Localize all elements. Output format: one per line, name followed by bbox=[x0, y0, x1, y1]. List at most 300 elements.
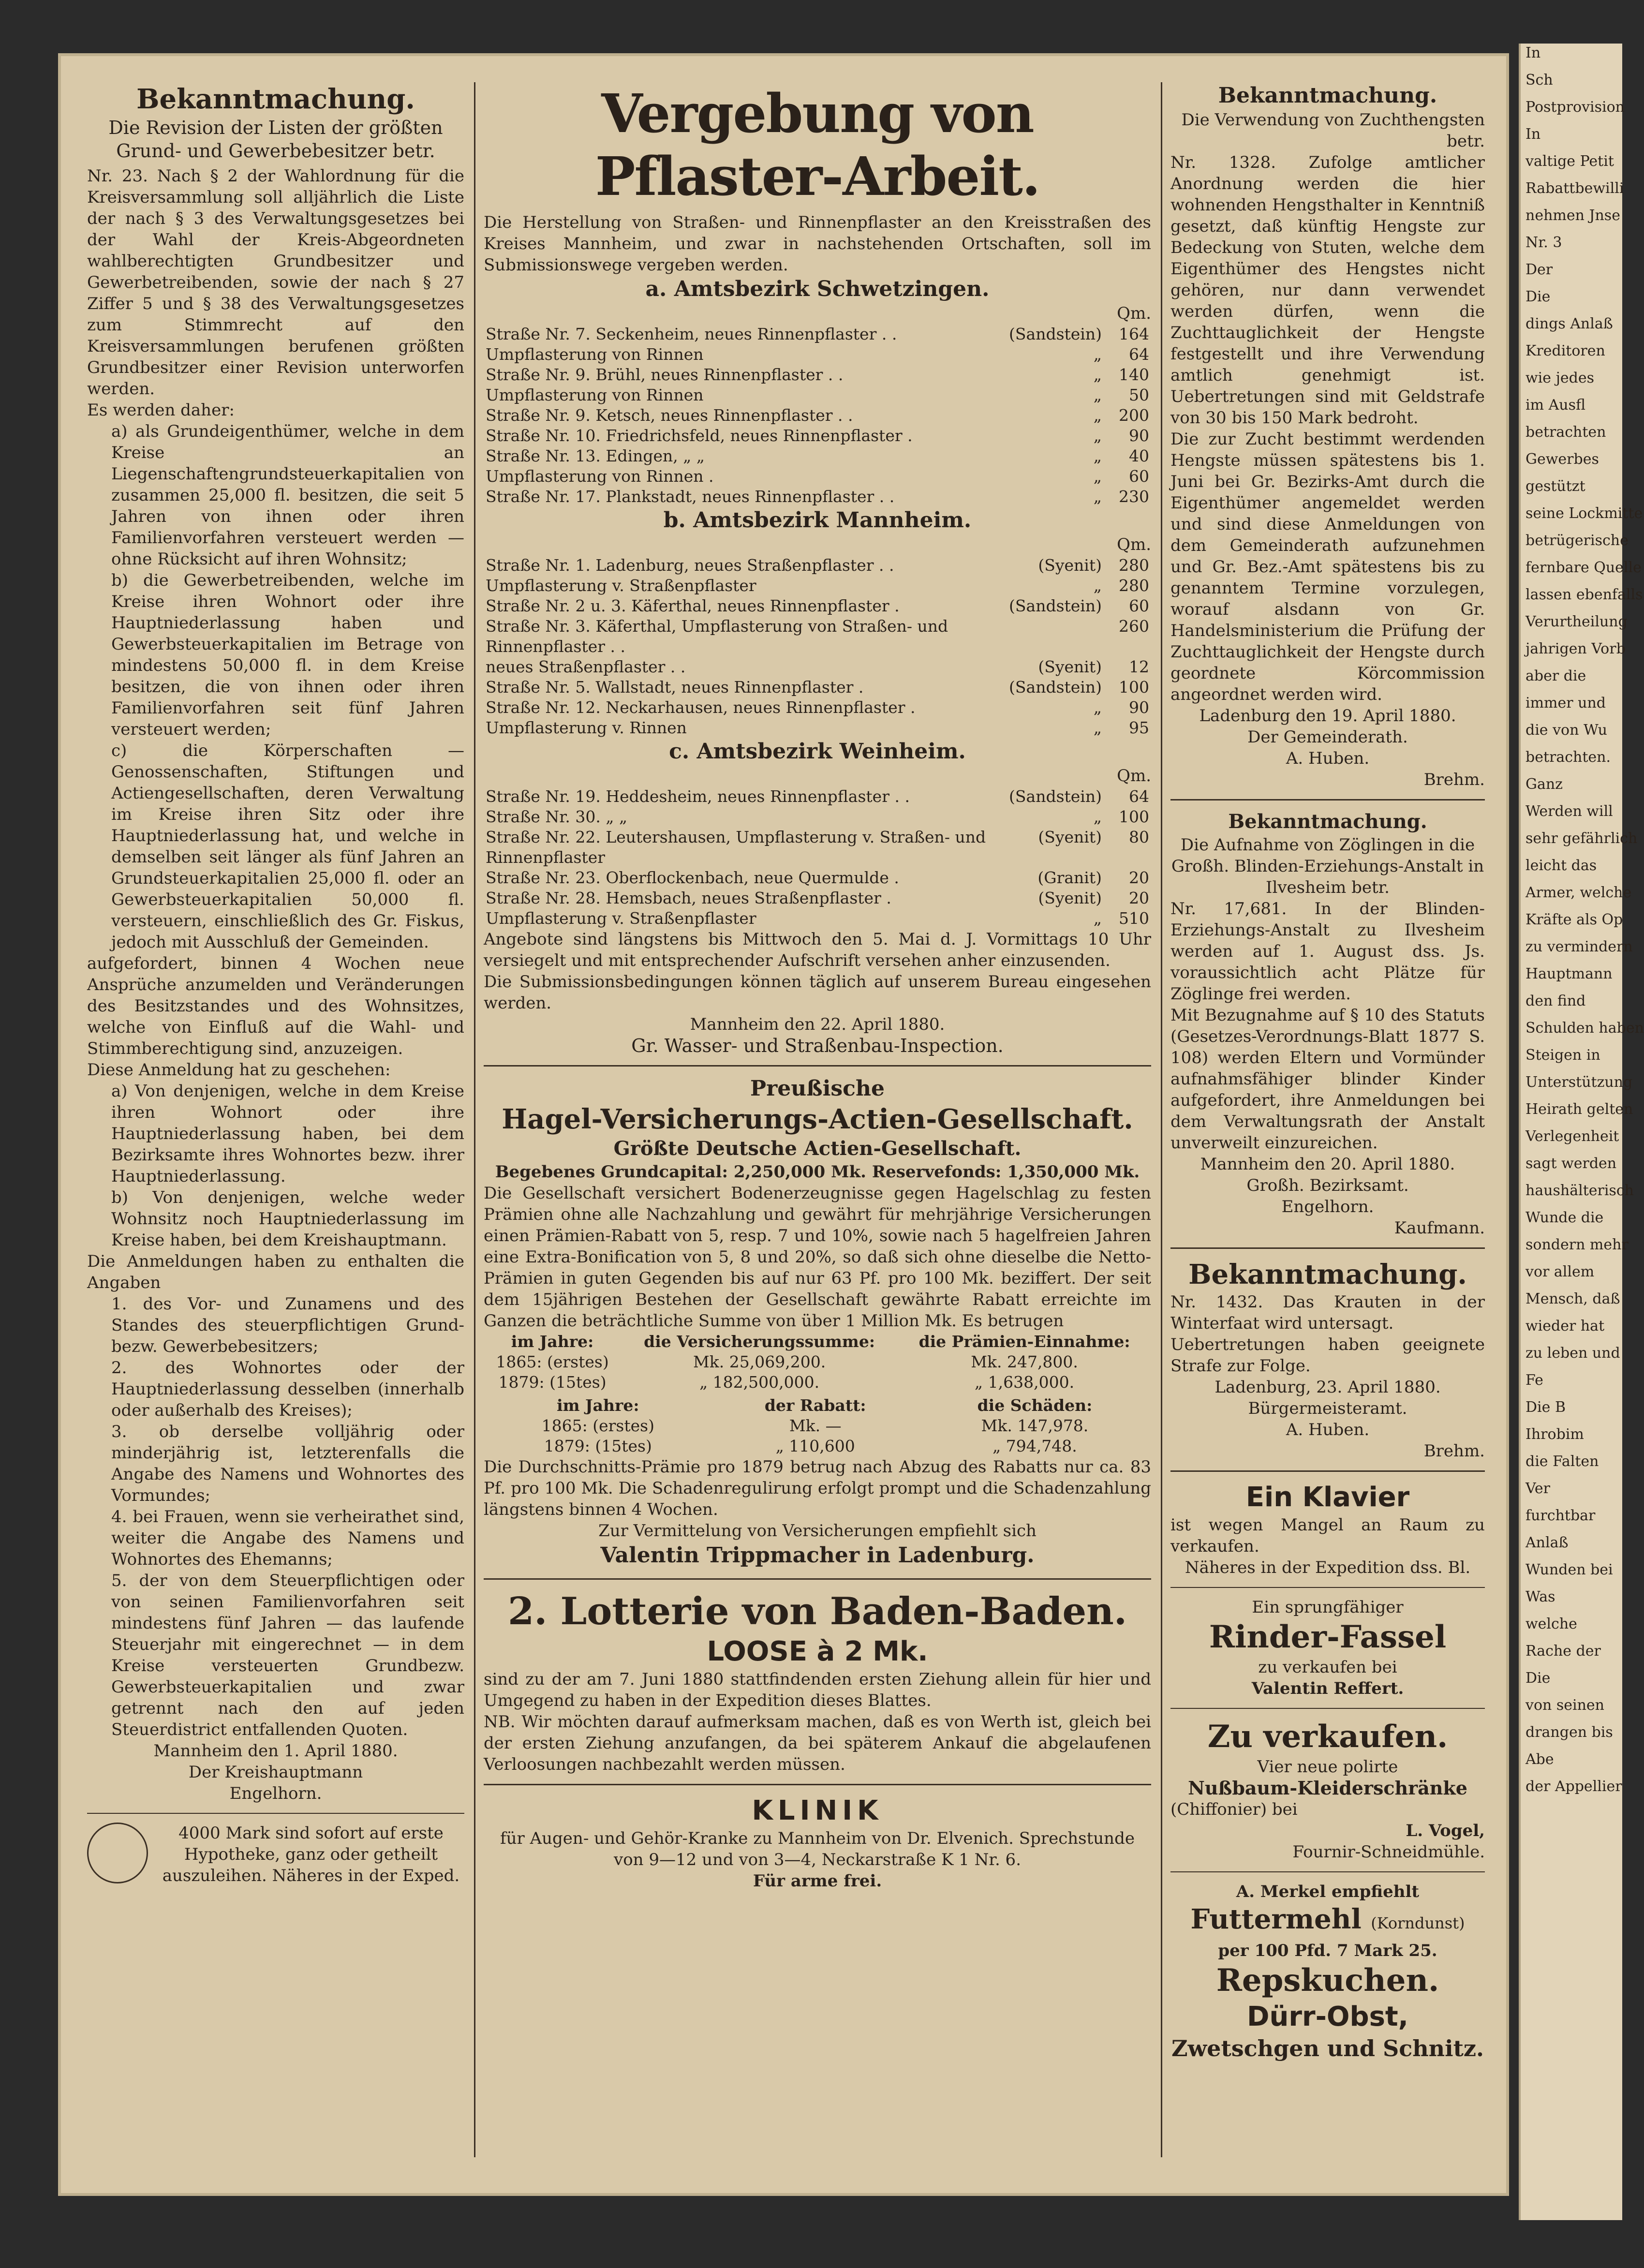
edge-fragment: Heirath gelten bbox=[1526, 1101, 1633, 1118]
cell-desc: Straße Nr. 3. Käferthal, Umpflasterung von Straßen- und Rinnenpflaster . . bbox=[486, 617, 948, 656]
hagel-agent: Valentin Trippmacher in Ladenburg. bbox=[600, 1543, 1035, 1568]
edge-fragment: Armer, welche bbox=[1526, 884, 1632, 901]
table-cell: 1865: (erstes) bbox=[496, 1352, 609, 1371]
edge-fragment: haushälterisch bbox=[1526, 1182, 1634, 1199]
cell-qm: 230 bbox=[1119, 487, 1149, 506]
divider bbox=[1170, 1708, 1485, 1709]
cell-desc: Straße Nr. 1. Ladenburg, neues Straßenpflaster . . bbox=[486, 556, 894, 575]
edge-fragment: gestützt bbox=[1526, 478, 1585, 495]
hagel-capital: Begebenes Grundcapital: 2,250,000 Mk. Reservefonds: 1,350,000 Mk. bbox=[495, 1162, 1140, 1182]
edge-fragment: Mensch, daß bbox=[1526, 1290, 1620, 1307]
subtitle: Die Verwendung von Zuchthengsten betr. bbox=[1181, 110, 1485, 151]
section-weinheim bbox=[484, 738, 1151, 929]
cell-desc: Straße Nr. 30. „ „ bbox=[486, 807, 628, 826]
cell-mat: „ bbox=[1093, 487, 1102, 506]
table-header: die Schäden: bbox=[977, 1396, 1093, 1415]
table-row bbox=[484, 426, 1151, 446]
edge-fragment: sondern mehr bbox=[1526, 1236, 1629, 1253]
paragraph: Nr. 1328. Zufolge amtlicher Anordnung werden die hier wohnenden Hengsthalter in Kenntniß gesetzt, daß künftig Hengste zur Bedeckung von Stuten, welche dem Eigenthümer des Hengstes nicht gehören, nur dann verwendet werden dürfen, wenn die Zuchttauglichkeit der Hengste festgestellt und ihre Verwendung amtlich genehmigt ist. Uebertretungen sind mit Geldstrafe von 30 bis 150 Mark bedroht. bbox=[1170, 153, 1485, 428]
paragraph: zu verkaufen bei bbox=[1258, 1658, 1397, 1677]
edge-fragment: Unterstützung bbox=[1526, 1074, 1633, 1091]
cell-qm: 95 bbox=[1129, 718, 1149, 737]
edge-fragment: Der bbox=[1526, 261, 1553, 278]
signature: Kaufmann. bbox=[1394, 1218, 1485, 1238]
cell-desc: Umpflasterung v. Straßenpflaster bbox=[486, 909, 756, 928]
hagel-ad bbox=[484, 1075, 1151, 1570]
cell-desc: Straße Nr. 9. Brühl, neues Rinnenpflaster . . bbox=[486, 365, 844, 384]
paragraph: Diese Anmeldung hat zu geschehen: bbox=[87, 1060, 391, 1080]
rinder-title: Rinder-Fassel bbox=[1209, 1619, 1447, 1655]
table-row bbox=[484, 616, 1151, 657]
table-cell: „ 110,600 bbox=[775, 1437, 855, 1455]
table-row bbox=[484, 365, 1151, 385]
cell-desc: Straße Nr. 2 u. 3. Käferthal, neues Rinnenpflaster . bbox=[486, 596, 900, 615]
edge-fragment: Steigen in bbox=[1526, 1047, 1600, 1064]
cell-qm: 200 bbox=[1119, 406, 1149, 425]
cell-mat: (Syenit) bbox=[1038, 657, 1102, 676]
edge-fragment: seine Lockmitte bbox=[1526, 505, 1643, 522]
paragraph: Mit Bezugnahme auf § 10 des Statuts (Gesetzes-Verordnungs-Blatt 1877 S. 108) werden Eltern und Vormünder aufnahmsfähiger blinder Kinder aufgefordert, ihre Anmeldungen bei dem Verwaltungsrath der Anstalt unverweilt einzureichen. bbox=[1170, 1006, 1485, 1153]
cell-qm: 50 bbox=[1129, 385, 1149, 404]
edge-fragment: Verlegenheit bbox=[1526, 1128, 1619, 1145]
table-row bbox=[484, 576, 1151, 596]
pflaster-table bbox=[484, 555, 1151, 738]
cell-desc: Straße Nr. 12. Neckarhausen, neues Rinnenpflaster . bbox=[486, 698, 916, 717]
edge-fragment: betrügerische bbox=[1526, 532, 1629, 549]
table-header: im Jahre: bbox=[557, 1396, 639, 1415]
pflaster-title: Vergebung von Pflaster-Arbeit. bbox=[595, 82, 1040, 208]
hagel-table-1 bbox=[484, 1332, 1151, 1393]
cell-qm: 100 bbox=[1119, 807, 1149, 826]
cell-qm: 64 bbox=[1129, 787, 1149, 806]
edge-fragment: Verurtheilung bbox=[1526, 613, 1628, 630]
section-mannheim bbox=[484, 507, 1151, 738]
signature: Fournir-Schneidmühle. bbox=[1292, 1842, 1485, 1862]
edge-fragment: Kreditoren bbox=[1526, 342, 1605, 359]
cell-mat: „ bbox=[1093, 718, 1102, 737]
edge-fragment: Ganz bbox=[1526, 776, 1563, 793]
cell-qm: 80 bbox=[1129, 828, 1149, 846]
signature: Engelhorn. bbox=[1281, 1197, 1374, 1216]
list-item: 4. bei Frauen, wenn sie verheirathet sind, weiter die Angabe des Namens und Wohnortes des Ehemanns; bbox=[111, 1507, 464, 1569]
edge-fragment: Anlaß bbox=[1526, 1534, 1569, 1551]
edge-fragment: leicht das bbox=[1526, 857, 1597, 874]
edge-fragment: Was bbox=[1526, 1588, 1555, 1605]
table-row bbox=[484, 466, 1151, 487]
date-line: Ladenburg den 19. April 1880. bbox=[1199, 706, 1456, 726]
table-cell: „ 182,500,000. bbox=[699, 1373, 820, 1392]
cell-desc: Umpflasterung von Rinnen bbox=[486, 345, 704, 364]
klinik-ad bbox=[484, 1794, 1151, 1892]
table-cell: „ 794,748. bbox=[992, 1437, 1077, 1455]
cell-desc: Umpflasterung von Rinnen . bbox=[486, 467, 714, 486]
edge-fragment: Die B bbox=[1526, 1399, 1566, 1416]
hypothek-ad bbox=[87, 1823, 464, 1886]
cell-desc: neues Straßenpflaster . . bbox=[486, 657, 686, 676]
divider bbox=[484, 1578, 1151, 1580]
signature: L. Vogel, bbox=[1406, 1821, 1485, 1840]
cell-qm: 280 bbox=[1119, 576, 1149, 595]
cell-mat bbox=[998, 616, 1104, 657]
merkel-line: A. Merkel empfiehlt bbox=[1236, 1882, 1420, 1901]
table-header: die Versicherungssumme: bbox=[644, 1332, 875, 1351]
cell-qm: 12 bbox=[1129, 657, 1149, 676]
cell-qm: 90 bbox=[1129, 426, 1149, 445]
edge-fragment: den find bbox=[1526, 993, 1586, 1009]
pflaster-table bbox=[484, 786, 1151, 929]
edge-fragment: Rache der bbox=[1526, 1643, 1601, 1660]
bekanntmachung-title: Bekanntmachung. bbox=[1218, 83, 1437, 108]
futtermehl-word: Futtermehl bbox=[1190, 1903, 1362, 1935]
cell-qm: 100 bbox=[1119, 678, 1149, 697]
cell-qm: 164 bbox=[1119, 325, 1149, 343]
edge-fragment: die Falten bbox=[1526, 1453, 1599, 1470]
unit-label: Qm. bbox=[1117, 304, 1151, 323]
edge-fragment: von seinen bbox=[1526, 1697, 1605, 1714]
edge-fragment: Werden will bbox=[1526, 803, 1613, 820]
table-row bbox=[484, 324, 1151, 344]
edge-fragment: immer und bbox=[1526, 695, 1606, 712]
edge-fragment: wie jedes bbox=[1526, 370, 1594, 386]
paragraph: Die zur Zucht bestimmt werdenden Hengste müssen spätestens bis 1. Juni bei Gr. Bezirks-Amt durch die Eigenthümer angemeldet werden und sind diese Anmeldungen von dem Gemeinderath aufzunehmen und Gr. Bez.-Amt spätestens bis zu genanntem Termine vorzulegen, worauf alsdann von Gr. Handelsministerium die Prüfung der Zuchttauglichkeit der Hengste durch geordnete Körcommission angeordnet werden wird. bbox=[1170, 430, 1485, 704]
cell-desc: Straße Nr. 17. Plankstadt, neues Rinnenpflaster . . bbox=[486, 487, 895, 506]
list-item: 2. des Wohnortes oder der Hauptniederlassung desselben (innerhalb oder außerhalb des Kreises); bbox=[111, 1358, 464, 1420]
cell-qm: 510 bbox=[1119, 909, 1149, 928]
edge-fragment: Kräfte als Op bbox=[1526, 911, 1623, 928]
cell-qm: 140 bbox=[1119, 365, 1149, 384]
edge-fragment: wieder hat bbox=[1526, 1318, 1605, 1334]
list-item: a) als Grundeigenthümer, welche in dem Kreise an Liegenschaftengrundsteuerkapitalien von zusammen 25,000 fl. besitzen, die seit 5 Jahren von ihnen oder ihren Familienvorfahren versteuert werden — ohne Rücksicht auf ihren Wohnsitz; bbox=[111, 422, 464, 569]
edge-fragment: lassen ebenfalls bbox=[1526, 586, 1643, 603]
cell-qm: 90 bbox=[1129, 698, 1149, 717]
table-row bbox=[484, 1352, 1151, 1372]
cell-desc: Umpflasterung von Rinnen bbox=[486, 385, 704, 404]
section-heading: a. Amtsbezirk Schwetzingen. bbox=[645, 277, 990, 301]
edge-fragment: die von Wu bbox=[1526, 722, 1607, 739]
table-header: der Rabatt: bbox=[764, 1396, 866, 1415]
edge-fragment: Rabattbewilli bbox=[1526, 180, 1624, 197]
signature: Brehm. bbox=[1423, 1441, 1485, 1461]
hagel-pre: Preußische bbox=[750, 1076, 885, 1101]
cell-qm: 60 bbox=[1129, 467, 1149, 486]
divider bbox=[1170, 1247, 1485, 1249]
cell-mat: „ bbox=[1093, 406, 1102, 425]
klavier-title: Ein Klavier bbox=[1245, 1482, 1410, 1513]
list-item: 1. des Vor- und Zunamens und des Standes des steuerpflichtigen Grund- bezw. Gewerbebesitzers; bbox=[111, 1294, 464, 1356]
table-row bbox=[484, 405, 1151, 426]
paragraph: Zur Vermittelung von Versicherungen empfiehlt sich bbox=[598, 1521, 1037, 1541]
paragraph: Vier neue polirte bbox=[1257, 1757, 1398, 1777]
hagel-table-2 bbox=[484, 1395, 1151, 1456]
lotterie-loose: LOOSE à 2 Mk. bbox=[707, 1636, 928, 1667]
cell-mat: (Sandstein) bbox=[1009, 787, 1102, 806]
edge-fragment: Die bbox=[1526, 1670, 1551, 1687]
table-row bbox=[484, 827, 1151, 868]
edge-fragment: In bbox=[1526, 44, 1541, 61]
cell-qm: 280 bbox=[1119, 556, 1149, 575]
signature: Valentin Reffert. bbox=[1251, 1679, 1404, 1698]
edge-fragment: Gewerbes bbox=[1526, 451, 1599, 468]
unit-label: Qm. bbox=[1117, 766, 1151, 786]
cell-desc: Straße Nr. 7. Seckenheim, neues Rinnenpflaster . . bbox=[486, 325, 897, 343]
bekanntmachung-title: Bekanntmachung. bbox=[1188, 1259, 1467, 1290]
hagel-title: Hagel-Versicherungs-Actien-Gesellschaft. bbox=[502, 1103, 1133, 1135]
edge-fragment: drangen bis bbox=[1526, 1724, 1613, 1741]
table-row bbox=[484, 385, 1151, 405]
date-line: Mannheim den 22. April 1880. bbox=[690, 1015, 945, 1034]
date-line: Mannheim den 1. April 1880. bbox=[153, 1741, 398, 1761]
cell-qm: 20 bbox=[1129, 868, 1149, 887]
divider bbox=[484, 1065, 1151, 1067]
cell-desc: Straße Nr. 28. Hemsbach, neues Straßenpflaster . bbox=[486, 889, 891, 907]
section-heading: c. Amtsbezirk Weinheim. bbox=[669, 739, 966, 764]
subtitle: Die Aufnahme von Zöglingen in die Großh. Blinden-Erziehungs-Anstalt in Ilvesheim betr. bbox=[1171, 835, 1484, 897]
edge-fragment: vor allem bbox=[1526, 1263, 1595, 1280]
column-rule bbox=[474, 82, 475, 2157]
column-right bbox=[1170, 82, 1485, 2157]
paragraph: Die Gesellschaft versichert Bodenerzeugnisse gegen Hagelschlag zu festen Prämien ohne alle Nachzahlung und gewährt für mehrjährige Versicherungen einen Prämien-Rabatt von 5, resp. 7 und 10%, sowie nach 5 hagelfreien Jahren eine Extra-Bonification von 5, 8 und 20%, so daß sich ohne dieselbe die Netto-Prämien in guten Gegenden bis auf nur 63 Pf. pro 100 Mk. beziffert. Der seit dem 15jährigen Bestehen der Gesellschaft gewährte Rabatt erreichte im Ganzen die beträchtliche Summe von über 1 Million Mk. Es betrugen bbox=[484, 1184, 1151, 1331]
table-row bbox=[484, 888, 1151, 908]
edge-fragment: im Ausfl bbox=[1526, 397, 1585, 414]
column-rule bbox=[1161, 82, 1162, 2157]
table-cell: Mk. 147,978. bbox=[981, 1416, 1089, 1435]
cell-mat: „ bbox=[1093, 576, 1102, 595]
edge-fragment: der Appellier bbox=[1526, 1778, 1622, 1795]
table-row bbox=[484, 1416, 1151, 1436]
cell-mat: „ bbox=[1093, 698, 1102, 717]
edge-fragment: jahrigen Vorb bbox=[1526, 640, 1626, 657]
cell-mat: (Sandstein) bbox=[1009, 325, 1102, 343]
futtermehl-title bbox=[1170, 1902, 1485, 1940]
pflaster-table bbox=[484, 324, 1151, 507]
edge-fragment: Sch bbox=[1526, 72, 1553, 89]
section-heading: b. Amtsbezirk Mannheim. bbox=[663, 508, 972, 533]
list-item: b) Von denjenigen, welche weder Wohnsitz noch Hauptniederlassung im Kreise haben, bei dem Kreishauptmann. bbox=[111, 1188, 464, 1250]
duerr-obst-title: Dürr-Obst, bbox=[1247, 2001, 1408, 2032]
signature: Bürgermeisteramt. bbox=[1248, 1399, 1407, 1418]
table-header: die Prämien-Einnahme: bbox=[918, 1332, 1130, 1351]
cell-desc: Straße Nr. 9. Ketsch, neues Rinnenpflaster . . bbox=[486, 406, 853, 425]
cell-qm: 60 bbox=[1129, 596, 1149, 615]
divider bbox=[484, 1784, 1151, 1785]
divider bbox=[1170, 799, 1485, 800]
edge-fragment: Wunden bei bbox=[1526, 1561, 1613, 1578]
cell-desc: Straße Nr. 10. Friedrichsfeld, neues Rinnenpflaster . bbox=[486, 426, 913, 445]
edge-fragment: betrachten. bbox=[1526, 749, 1611, 766]
cell-mat: (Granit) bbox=[1037, 868, 1102, 887]
paragraph: Die Herstellung von Straßen- und Rinnenpflaster an den Kreisstraßen des Kreises Mannheim, und zwar in nachstehenden Ortschaften, soll im Submissionswege vergeben werden. bbox=[484, 213, 1151, 275]
edge-fragment: Die bbox=[1526, 288, 1551, 305]
cell-qm: 260 bbox=[1119, 617, 1149, 636]
table-row bbox=[484, 657, 1151, 677]
edge-fragment: aber die bbox=[1526, 667, 1586, 684]
signature: Der Kreishauptmann bbox=[188, 1763, 363, 1782]
divider bbox=[1170, 1871, 1485, 1872]
hagel-subtitle: Größte Deutsche Actien-Gesellschaft. bbox=[613, 1137, 1022, 1160]
table-row bbox=[484, 677, 1151, 697]
paragraph: Nußbaum-Kleiderschränke bbox=[1188, 1777, 1467, 1799]
paragraph: für Augen- und Gehör-Kranke zu Mannheim von Dr. Elvenich. Sprechstunde von 9—12 und von 3—4, Neckarstraße K 1 Nr. 6. bbox=[500, 1829, 1135, 1869]
paragraph: ist wegen Mangel an Raum zu verkaufen. bbox=[1170, 1515, 1485, 1556]
column-left bbox=[87, 82, 464, 2157]
table-row bbox=[484, 487, 1151, 507]
paragraph: Nr. 1432. Das Krauten in der Winterfaat wird untersagt. bbox=[1170, 1292, 1485, 1333]
signature: Engelhorn. bbox=[229, 1784, 322, 1803]
signature: Großh. Bezirksamt. bbox=[1246, 1176, 1409, 1195]
cell-qm: 64 bbox=[1129, 345, 1149, 364]
table-row bbox=[484, 807, 1151, 827]
list-item: c) die Körperschaften — Genossenschaften, Stiftungen und Actiengesellschaften, deren Verwaltung im Kreise ihren Sitz oder ihre Hauptniederlassung hat, und welche in demselben seit länger als fünf Jahren an Grundsteuerkapitalien 25,000 fl. oder an Gewerbsteuerkapitalien 50,000 fl. versteuern, einschließlich des Gr. Fiskus, jedoch mit Ausschluß der Gemeinden. bbox=[111, 741, 464, 952]
edge-fragment: Hauptmann bbox=[1526, 965, 1613, 982]
list-item: 5. der von dem Steuerpflichtigen oder von seinen Familienvorfahren seit mindestens fünf Jahren — das laufende Steuerjahr mit eingerechnet — in dem Kreise versteuerten Grundbezw. Gewerbsteuerkapitalien und zwar getrennt nach den auf jeden Steuerdistrict entfallenden Quoten. bbox=[111, 1571, 464, 1739]
paragraph: (Chiffonier) bei bbox=[1170, 1800, 1298, 1819]
table-cell: Mk. 25,069,200. bbox=[693, 1352, 826, 1371]
section-schwetzingen bbox=[484, 276, 1151, 507]
bekanntmachung-subtitle: Die Revision der Listen der größten Grund- und Gewerbebesitzer betr. bbox=[108, 117, 443, 162]
lotterie-ad bbox=[484, 1588, 1151, 1775]
cell-qm: 40 bbox=[1129, 446, 1149, 465]
list-item: b) die Gewerbetreibenden, welche im Kreise ihren Wohnort oder ihre Hauptniederlassung haben und Gewerbsteuerkapitalien im Betrage von mindestens 50,000 fl. in dem Kreise besitzen, die von ihnen oder ihren Familienvorfahren seit fünf Jahren versteuert werden; bbox=[111, 571, 464, 739]
signature: A. Huben. bbox=[1286, 749, 1370, 768]
lotterie-title: 2. Lotterie von Baden-Baden. bbox=[507, 1589, 1127, 1633]
edge-fragment: welche bbox=[1526, 1616, 1577, 1632]
table-cell: „ 1,638,000. bbox=[975, 1373, 1075, 1392]
cell-mat: „ bbox=[1093, 467, 1102, 486]
edge-fragment: Schulden haben bbox=[1526, 1020, 1644, 1037]
date-line: Mannheim den 20. April 1880. bbox=[1200, 1155, 1455, 1174]
unit-label: Qm. bbox=[1117, 535, 1151, 554]
paragraph: Nr. 17,681. In der Blinden-Erziehungs-Anstalt zu Ilvesheim werden auf 1. August dss. Js. voraussichtlich acht Plätze für Zöglinge frei werden. bbox=[1170, 899, 1485, 1004]
edge-fragment: zu vermindern bbox=[1526, 938, 1633, 955]
divider bbox=[87, 1813, 464, 1814]
cell-mat: (Syenit) bbox=[1038, 889, 1102, 907]
table-row bbox=[484, 908, 1151, 929]
column-middle bbox=[484, 82, 1151, 2157]
cell-mat: (Sandstein) bbox=[1009, 678, 1102, 697]
zuverkaufen-title: Zu verkaufen. bbox=[1207, 1719, 1448, 1755]
table-row bbox=[484, 344, 1151, 365]
bekanntmachung-title: Bekanntmachung. bbox=[1228, 810, 1427, 833]
edge-fragment: Abe bbox=[1526, 1751, 1554, 1768]
moneybag-icon bbox=[87, 1823, 148, 1883]
edge-fragment: Wunde die bbox=[1526, 1209, 1604, 1226]
klinik-title: KLINIK bbox=[752, 1795, 883, 1826]
table-cell: 1879: (15tes) bbox=[498, 1373, 607, 1392]
list-item: 3. ob derselbe volljährig oder minderjährig ist, letzterenfalls die Angabe des Namens und Wohnortes des Vormundes; bbox=[111, 1422, 464, 1505]
cell-desc: Straße Nr. 5. Wallstadt, neues Rinnenpflaster . bbox=[486, 678, 864, 697]
newspaper-page bbox=[58, 53, 1509, 2196]
edge-fragment: furchtbar bbox=[1526, 1507, 1596, 1524]
paragraph: Die Submissionsbedingungen können täglich auf unserem Bureau eingesehen werden. bbox=[484, 972, 1151, 1013]
paragraph: Die Durchschnitts-Prämie pro 1879 betrug nach Abzug des Rabatts nur ca. 83 Pf. pro 100 Mk. Die Schadenregulirung erfolgt prompt und die Schadenzahlung längstens binnen 4 Wochen. bbox=[484, 1457, 1151, 1519]
cell-mat: (Syenit) bbox=[1038, 556, 1102, 575]
paragraph: sind zu der am 7. Juni 1880 stattfindenden ersten Ziehung allein für hier und Umgegend zu haben in der Expedition dieses Blattes. bbox=[484, 1670, 1151, 1710]
cell-mat: „ bbox=[1093, 446, 1102, 465]
ad-text: 4000 Mark sind sofort auf erste Hypotheke, ganz oder getheilt auszuleihen. Näheres in der Exped. bbox=[162, 1823, 460, 1885]
table-row bbox=[484, 697, 1151, 718]
edge-fragment: sehr gefährlich bbox=[1526, 830, 1638, 847]
cell-mat: (Sandstein) bbox=[1009, 596, 1102, 615]
edge-fragment: Nr. 3 bbox=[1526, 234, 1562, 251]
edge-fragment: nehmen Jnse bbox=[1526, 207, 1620, 224]
edge-fragment: In bbox=[1526, 126, 1541, 143]
paragraph: Für arme frei. bbox=[753, 1871, 882, 1891]
repskuchen-title: Repskuchen. bbox=[1216, 1962, 1439, 1999]
paragraph: Die Anmeldungen haben zu enthalten die Angaben bbox=[87, 1252, 464, 1292]
date-line: Ladenburg, 23. April 1880. bbox=[1214, 1378, 1441, 1397]
futtermehl-sub: (Korndunst) bbox=[1371, 1914, 1465, 1932]
bekanntmachung-title: Bekanntmachung. bbox=[136, 83, 415, 115]
cell-desc: Straße Nr. 19. Heddesheim, neues Rinnenpflaster . . bbox=[486, 787, 910, 806]
edge-fragment: betrachten bbox=[1526, 424, 1606, 441]
divider bbox=[1170, 1587, 1485, 1588]
table-row bbox=[484, 786, 1151, 807]
table-header: im Jahre: bbox=[511, 1332, 594, 1351]
table-row bbox=[484, 1436, 1151, 1456]
cell-mat: „ bbox=[1093, 365, 1102, 384]
cell-mat: „ bbox=[1093, 345, 1102, 364]
edge-fragment: Ver bbox=[1526, 1480, 1551, 1497]
cell-qm: 20 bbox=[1129, 889, 1149, 907]
table-row bbox=[484, 596, 1151, 616]
edge-fragment: dings Anlaß bbox=[1526, 315, 1613, 332]
table-row bbox=[484, 555, 1151, 576]
cell-mat: „ bbox=[1093, 385, 1102, 404]
table-cell: Mk. — bbox=[789, 1416, 842, 1435]
divider bbox=[1170, 1470, 1485, 1472]
paragraph: Nr. 23. Nach § 2 der Wahlordnung für die Kreisversammlung soll alljährlich die Liste der nach § 3 des Verwaltungsgesetzes bei der Wahl der Kreis-Abgeordneten wahlberechtigten Grundbesitzer und Gewerbetreibenden, sowie der nach § 27 Ziffer 5 und § 38 des Verwaltungsgesetzes zum Stimmrecht auf den Kreisversammlungen berufenen größten Grundbesitzer einer Revision unterworfen werden. bbox=[87, 166, 464, 399]
list-item: a) Von denjenigen, welche in dem Kreise ihren Wohnort oder ihre Hauptniederlassung haben, bei dem Bezirksamte ihres Wohnortes bezw. ihrer Hauptniederlassung. bbox=[111, 1082, 464, 1186]
paragraph: aufgefordert, binnen 4 Wochen neue Ansprüche anzumelden und Veränderungen des Besitzstandes und des Wohnsitzes, welche von Einfluß auf die Wahl- und Stimmberechtigung sind, anzuzeigen. bbox=[87, 954, 464, 1058]
edge-fragment: zu leben und bbox=[1526, 1345, 1620, 1362]
cell-desc: Straße Nr. 13. Edingen, „ „ bbox=[486, 446, 705, 465]
paragraph: NB. Wir möchten darauf aufmerksam machen, daß es von Werth ist, gleich bei der ersten Ziehung anzufangen, da bei späterem Ankauf die abgelaufenen Verloosungen nachbezahlt werden müssen. bbox=[484, 1712, 1151, 1774]
zwetschgen-title: Zwetschgen und Schnitz. bbox=[1171, 2035, 1484, 2061]
cell-mat: (Syenit) bbox=[1038, 828, 1102, 846]
edge-fragment: fernbare Quelle bbox=[1526, 559, 1642, 576]
cell-mat: „ bbox=[1093, 426, 1102, 445]
table-cell: 1865: (erstes) bbox=[541, 1416, 654, 1435]
cell-mat: „ bbox=[1093, 807, 1102, 826]
edge-fragment: valtige Petit bbox=[1526, 153, 1614, 170]
paragraph: Uebertretungen haben geeignete Strafe zur Folge. bbox=[1170, 1335, 1485, 1376]
futtermehl-price: per 100 Pfd. 7 Mark 25. bbox=[1218, 1941, 1437, 1960]
adjacent-page-edge bbox=[1519, 44, 1644, 2220]
cell-mat: „ bbox=[1093, 909, 1102, 928]
table-cell: Mk. 247,800. bbox=[971, 1352, 1078, 1371]
signature: Gr. Wasser- und Straßenbau-Inspection. bbox=[631, 1035, 1004, 1056]
edge-fragment: Postprovision bbox=[1526, 99, 1625, 116]
table-row bbox=[484, 718, 1151, 738]
paragraph: Es werden daher: bbox=[87, 400, 235, 420]
table-row bbox=[484, 1372, 1151, 1393]
rinder-pre: Ein sprungfähiger bbox=[1252, 1598, 1404, 1617]
signature: Brehm. bbox=[1423, 770, 1485, 789]
edge-fragment: Ihrobim bbox=[1526, 1426, 1584, 1443]
paragraph: Angebote sind längstens bis Mittwoch den 5. Mai d. J. Vormittags 10 Uhr versiegelt und mit entsprechender Aufschrift versehen anher einzusenden. bbox=[484, 930, 1151, 970]
table-cell: 1879: (15tes) bbox=[544, 1437, 652, 1455]
cell-desc: Straße Nr. 22. Leutershausen, Umpflasterung v. Straßen- und Rinnenpflaster bbox=[486, 828, 986, 867]
cell-desc: Umpflasterung v. Rinnen bbox=[486, 718, 687, 737]
edge-fragment: Fe bbox=[1526, 1372, 1543, 1389]
table-row bbox=[484, 868, 1151, 888]
cell-desc: Umpflasterung v. Straßenpflaster bbox=[486, 576, 756, 595]
paragraph: Näheres in der Expedition dss. Bl. bbox=[1185, 1558, 1471, 1577]
edge-fragment: sagt werden bbox=[1526, 1155, 1617, 1172]
table-row bbox=[484, 446, 1151, 466]
signature: Der Gemeinderath. bbox=[1247, 727, 1408, 747]
cell-desc: Straße Nr. 23. Oberflockenbach, neue Quermulde . bbox=[486, 868, 899, 887]
